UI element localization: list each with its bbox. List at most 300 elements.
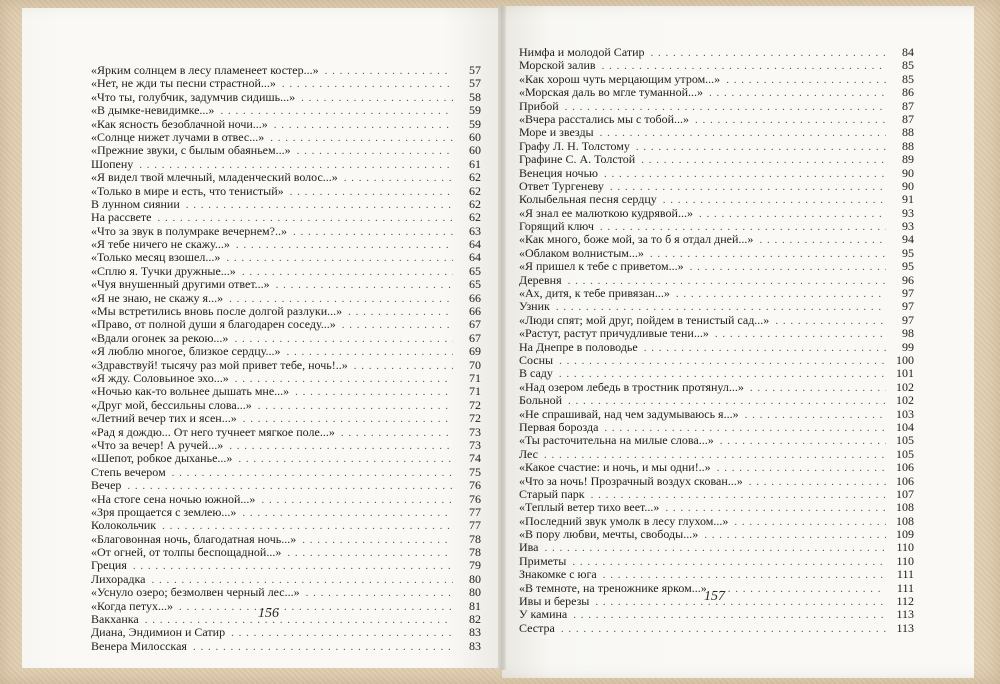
toc-entry — [519, 448, 914, 461]
toc-entry-page: 70 — [469, 357, 481, 372]
toc-leader-dots — [301, 92, 453, 105]
toc-entry-page: 95 — [902, 259, 914, 274]
toc-entry — [91, 238, 481, 251]
toc-entry — [519, 501, 914, 514]
toc-entry-page: 85 — [902, 58, 914, 73]
toc-entry-page: 88 — [902, 125, 914, 140]
toc-entry-page: 87 — [902, 98, 914, 113]
toc-entry-title: Прибой — [519, 98, 559, 113]
toc-entry-title: «Что ты, голубчик, задумчив сидишь...» — [91, 89, 296, 104]
toc-entry-page: 99 — [902, 339, 914, 354]
toc-leader-dots — [193, 641, 453, 654]
toc-entry-page: 89 — [902, 152, 914, 167]
toc-entry — [91, 211, 481, 224]
toc-leader-dots — [344, 172, 453, 185]
toc-leader-dots — [663, 194, 886, 207]
toc-entry — [519, 260, 914, 273]
toc-leader-dots — [287, 547, 453, 560]
toc-entry-page: 57 — [469, 63, 481, 77]
toc-leader-dots — [295, 386, 453, 399]
toc-leader-dots — [133, 560, 453, 573]
toc-entry — [519, 46, 914, 59]
toc-entry — [519, 140, 914, 153]
toc-entry-page: 106 — [896, 473, 914, 488]
toc-leader-dots — [750, 382, 886, 395]
toc-leader-dots — [734, 516, 886, 529]
toc-leader-dots — [709, 87, 886, 100]
toc-entry — [519, 608, 914, 621]
toc-entry — [91, 345, 481, 358]
toc-entry-title: «Что за звук в полумраке вечернем?..» — [91, 223, 287, 238]
toc-leader-dots — [238, 453, 453, 466]
toc-leader-dots — [236, 239, 453, 252]
toc-entry — [519, 233, 914, 246]
toc-leader-dots — [604, 168, 886, 181]
toc-entry-title: Деревня — [519, 272, 562, 287]
toc-entry — [91, 91, 481, 104]
toc-entry-page: 72 — [469, 411, 481, 426]
toc-entry-title: «Вчера расстались мы с тобой...» — [519, 111, 689, 126]
toc-entry — [91, 546, 481, 559]
right-page-number: 157 — [704, 589, 725, 604]
toc-entry-title: Вечер — [91, 478, 122, 493]
toc-entry-page: 62 — [469, 170, 481, 185]
toc-entry — [519, 381, 914, 394]
toc-entry-page: 93 — [902, 219, 914, 234]
toc-entry — [91, 64, 481, 77]
toc-leader-dots — [545, 542, 887, 555]
toc-entry — [519, 327, 914, 340]
toc-leader-dots — [302, 534, 453, 547]
toc-leader-dots — [704, 529, 886, 542]
toc-entry-title: Море и звезды — [519, 125, 594, 140]
toc-entry-title: В саду — [519, 366, 553, 381]
toc-entry-title: Первая борозда — [519, 419, 599, 434]
toc-entry — [91, 640, 481, 653]
toc-entry-page: 100 — [896, 352, 914, 367]
right-page — [502, 6, 974, 678]
toc-entry — [91, 519, 481, 532]
toc-entry — [519, 247, 914, 260]
toc-entry-title: «Что за вечер! А ручей...» — [91, 437, 224, 452]
toc-entry-page: 111 — [896, 567, 914, 582]
toc-entry-title: «Не спрашивай, над чем задумываюсь я...» — [519, 406, 739, 421]
toc-entry-title: «Ах, дитя, к тебе привязан...» — [519, 286, 670, 301]
toc-leader-dots — [726, 74, 886, 87]
toc-leader-dots — [713, 583, 886, 596]
toc-entry-title: «Как много, боже мой, за то б я отдал дней...» — [519, 232, 754, 247]
right-toc-list — [519, 46, 914, 635]
toc-entry-title: «Какое счастие: и ночь, и мы одни!..» — [519, 460, 711, 475]
toc-entry — [91, 359, 481, 372]
toc-entry-page: 58 — [469, 89, 481, 104]
toc-entry — [519, 287, 914, 300]
toc-entry-title: «Я пришел к тебе с приветом...» — [519, 259, 684, 274]
toc-entry-title: Горящий ключ — [519, 219, 594, 234]
toc-entry-title: «Растут, растут причудливые тени...» — [519, 326, 709, 341]
toc-entry — [91, 198, 481, 211]
left-toc-list — [91, 64, 481, 653]
toc-entry — [91, 118, 481, 131]
toc-entry-title: «Только месяц взошел...» — [91, 250, 221, 265]
toc-leader-dots — [715, 328, 886, 341]
toc-entry — [519, 528, 914, 541]
toc-entry — [91, 559, 481, 572]
toc-entry-title: «От огней, от толпы беспощадной...» — [91, 545, 282, 560]
toc-entry-title: Лес — [519, 446, 539, 461]
toc-entry — [519, 207, 914, 220]
toc-entry-page: 66 — [469, 304, 481, 319]
toc-entry-title: «В темноте, на треножнике ярком...» — [519, 580, 707, 595]
toc-entry — [91, 426, 481, 439]
toc-entry-page: 80 — [469, 585, 481, 600]
toc-leader-dots — [290, 186, 453, 199]
toc-entry-page: 67 — [469, 330, 481, 345]
toc-entry-title: «Летний вечер тих и ясен...» — [91, 411, 237, 426]
toc-entry-title: «Когда петух...» — [91, 598, 173, 613]
toc-entry-page: 82 — [469, 612, 481, 627]
toc-entry — [91, 573, 481, 586]
toc-entry-page: 87 — [902, 111, 914, 126]
toc-entry-page: 85 — [902, 71, 914, 86]
toc-entry-title: «Я не знаю, не скажу я...» — [91, 290, 224, 305]
toc-entry-page: 105 — [896, 446, 914, 461]
toc-entry — [519, 568, 914, 581]
toc-entry — [91, 318, 481, 331]
toc-entry-page: 73 — [469, 437, 481, 452]
toc-entry-title: «Я знал ее малюткою кудрявой...» — [519, 205, 693, 220]
toc-leader-dots — [242, 266, 453, 279]
toc-leader-dots — [636, 141, 886, 154]
toc-leader-dots — [650, 248, 886, 261]
toc-entry-page: 71 — [469, 384, 481, 399]
toc-entry — [91, 439, 481, 452]
toc-leader-dots — [306, 587, 453, 600]
toc-leader-dots — [186, 199, 453, 212]
toc-entry-page: 90 — [902, 165, 914, 180]
toc-entry-title: Диана, Эндимион и Сатир — [91, 625, 226, 640]
toc-entry — [91, 265, 481, 278]
toc-entry-page: 86 — [902, 85, 914, 100]
toc-entry — [91, 399, 481, 412]
toc-entry — [91, 372, 481, 385]
toc-entry-title: В лунном сиянии — [91, 196, 180, 211]
toc-entry-title: Сосны — [519, 352, 554, 367]
toc-entry-page: 106 — [896, 460, 914, 475]
toc-entry-title: «Зря прощается с землею...» — [91, 504, 237, 519]
toc-entry-page: 69 — [469, 344, 481, 359]
toc-entry-page: 105 — [896, 433, 914, 448]
toc-entry — [519, 274, 914, 287]
toc-entry-title: «Только в мире и есть, что тенистый» — [91, 183, 284, 198]
toc-entry-title: На рассвете — [91, 210, 152, 225]
toc-leader-dots — [573, 609, 886, 622]
toc-entry — [91, 77, 481, 90]
toc-leader-dots — [282, 78, 453, 91]
toc-leader-dots — [258, 400, 453, 413]
toc-entry-title: «Облаком волнистым...» — [519, 245, 644, 260]
toc-leader-dots — [745, 409, 886, 422]
toc-entry-title: «Нет, не жди ты песни страстной...» — [91, 76, 276, 91]
toc-entry — [519, 354, 914, 367]
toc-entry-title: Ответ Тургеневу — [519, 178, 604, 193]
toc-entry — [91, 586, 481, 599]
toc-entry-page: 84 — [902, 45, 914, 59]
toc-entry — [91, 144, 481, 157]
toc-entry — [519, 314, 914, 327]
toc-entry — [519, 488, 914, 501]
toc-leader-dots — [341, 427, 453, 440]
toc-entry-title: Знакомке с юга — [519, 567, 597, 582]
toc-entry-page: 111 — [896, 580, 914, 595]
toc-entry-page: 64 — [469, 237, 481, 252]
toc-leader-dots — [595, 596, 886, 609]
toc-leader-dots — [293, 226, 453, 239]
toc-entry-page: 90 — [902, 178, 914, 193]
toc-entry-title: Колокольчик — [91, 518, 157, 533]
toc-entry-title: «Я тебе ничего не скажу...» — [91, 237, 230, 252]
toc-entry — [519, 300, 914, 313]
toc-leader-dots — [600, 127, 886, 140]
toc-entry-title: «Друг мой, бессильны слова...» — [91, 397, 252, 412]
toc-entry-page: 94 — [902, 232, 914, 247]
toc-entry — [519, 180, 914, 193]
toc-entry — [519, 408, 914, 421]
toc-leader-dots — [699, 208, 886, 221]
toc-entry-page: 108 — [896, 513, 914, 528]
toc-entry — [91, 278, 481, 291]
toc-entry — [519, 193, 914, 206]
toc-entry-title: Сестра — [519, 620, 555, 635]
toc-leader-dots — [242, 507, 453, 520]
toc-entry-title: «Уснуло озеро; безмолвен черный лес...» — [91, 585, 300, 600]
toc-leader-dots — [690, 261, 886, 274]
toc-leader-dots — [720, 435, 886, 448]
toc-entry-title: «Я жду. Соловьиное эхо...» — [91, 370, 229, 385]
toc-entry-page: 72 — [469, 397, 481, 412]
toc-entry-title: «Как хорош чуть мерцающим утром...» — [519, 71, 721, 86]
toc-entry-title: «Я видел твой млечный, младенческий волос...» — [91, 170, 338, 185]
toc-entry-page: 109 — [896, 527, 914, 542]
toc-entry-title: У камина — [519, 607, 568, 622]
toc-entry-title: «Мы встретились вновь после долгой разлуки...» — [91, 304, 343, 319]
toc-entry-page: 91 — [902, 192, 914, 207]
toc-entry — [519, 515, 914, 528]
toc-entry — [519, 555, 914, 568]
toc-leader-dots — [348, 306, 453, 319]
toc-entry — [519, 126, 914, 139]
left-page — [22, 8, 502, 668]
toc-entry-page: 98 — [902, 326, 914, 341]
toc-leader-dots — [695, 114, 886, 127]
toc-entry-page: 76 — [469, 478, 481, 493]
toc-entry-title: «Солнце нижет лучами в отвес...» — [91, 129, 265, 144]
toc-leader-dots — [676, 288, 886, 301]
toc-leader-dots — [172, 467, 453, 480]
toc-entry — [519, 475, 914, 488]
toc-entry-page: 62 — [469, 210, 481, 225]
toc-entry-title: «Теплый ветер тихо веет...» — [519, 500, 660, 515]
toc-entry-page: 97 — [902, 312, 914, 327]
toc-entry-title: «Право, от полной души я благодарен соседу...» — [91, 317, 336, 332]
toc-entry — [519, 167, 914, 180]
toc-entry-title: «Благовонная ночь, благодатная ночь...» — [91, 531, 297, 546]
toc-entry-title: Узник — [519, 299, 550, 314]
toc-entry-page: 107 — [896, 486, 914, 501]
toc-entry-page: 81 — [469, 598, 481, 613]
toc-leader-dots — [749, 476, 886, 489]
toc-entry — [91, 626, 481, 639]
toc-entry-page: 62 — [469, 183, 481, 198]
toc-entry-page: 73 — [469, 424, 481, 439]
toc-entry-page: 101 — [896, 366, 914, 381]
toc-entry-page: 110 — [896, 540, 914, 555]
toc-entry — [519, 113, 914, 126]
toc-leader-dots — [297, 145, 453, 158]
toc-entry-title: «Над озером лебедь в тростник протянул...» — [519, 379, 744, 394]
toc-entry-title: На Днепре в половодье — [519, 339, 638, 354]
toc-entry-title: Ива — [519, 540, 539, 555]
toc-entry-page: 104 — [896, 419, 914, 434]
toc-entry-page: 64 — [469, 250, 481, 265]
toc-entry-page: 76 — [469, 491, 481, 506]
toc-entry-page: 75 — [469, 464, 481, 479]
toc-entry-page: 103 — [896, 406, 914, 421]
toc-entry — [91, 479, 481, 492]
toc-leader-dots — [179, 601, 453, 614]
toc-entry-title: Шопену — [91, 156, 134, 171]
toc-entry-title: «Морская даль во мгле туманной...» — [519, 85, 704, 100]
toc-entry-title: «Последний звук умолк в лесу глухом...» — [519, 513, 729, 528]
toc-entry-title: Графу Л. Н. Толстому — [519, 138, 630, 153]
toc-entry — [91, 385, 481, 398]
toc-entry-title: «Ночью как-то вольнее дышать мне...» — [91, 384, 290, 399]
toc-entry — [519, 461, 914, 474]
toc-entry — [91, 493, 481, 506]
toc-entry-title: Лихорадка — [91, 571, 146, 586]
toc-entry-title: Вакханка — [91, 612, 139, 627]
toc-entry-page: 61 — [469, 156, 481, 171]
toc-entry-title: «Ярким солнцем в лесу пламенеет костер...» — [91, 63, 319, 77]
toc-entry-title: Степь вечером — [91, 464, 166, 479]
toc-entry — [519, 541, 914, 554]
toc-entry-title: Колыбельная песня сердцу — [519, 192, 657, 207]
toc-leader-dots — [561, 623, 886, 636]
toc-entry-page: 95 — [902, 245, 914, 260]
toc-entry — [519, 434, 914, 447]
toc-entry — [519, 394, 914, 407]
toc-entry-page: 78 — [469, 531, 481, 546]
toc-entry-page: 97 — [902, 286, 914, 301]
toc-entry — [519, 73, 914, 86]
toc-leader-dots — [354, 360, 453, 373]
toc-entry-title: «В дымке-невидимке...» — [91, 103, 215, 118]
toc-entry-page: 66 — [469, 290, 481, 305]
toc-entry — [91, 185, 481, 198]
toc-leader-dots — [270, 132, 453, 145]
toc-entry-page: 80 — [469, 571, 481, 586]
toc-leader-dots — [261, 494, 453, 507]
toc-entry-page: 74 — [469, 451, 481, 466]
toc-entry-title: «Люди спят; мой друг, пойдем в тенистый сад...» — [519, 312, 770, 327]
toc-entry — [91, 158, 481, 171]
toc-entry-page: 59 — [469, 103, 481, 118]
toc-entry-title: «Что за ночь! Прозрачный воздух скован...» — [519, 473, 743, 488]
toc-entry-page: 60 — [469, 129, 481, 144]
toc-entry-page: 59 — [469, 116, 481, 131]
toc-entry-page: 63 — [469, 223, 481, 238]
toc-entry-page: 96 — [902, 272, 914, 287]
toc-entry-title: «Я люблю многое, близкое сердцу...» — [91, 344, 281, 359]
toc-entry-page: 60 — [469, 143, 481, 158]
toc-entry — [91, 225, 481, 238]
toc-entry-page: 77 — [469, 504, 481, 519]
toc-leader-dots — [641, 154, 886, 167]
toc-leader-dots — [651, 47, 887, 60]
toc-entry-title: «Прежние звуки, с былым обаяньем...» — [91, 143, 291, 158]
toc-entry-title: Нимфа и молодой Сатир — [519, 45, 645, 59]
toc-entry-title: Венеция ночью — [519, 165, 599, 180]
toc-entry-page: 65 — [469, 277, 481, 292]
toc-entry-title: «На стоге сена ночью южной...» — [91, 491, 256, 506]
toc-entry — [91, 305, 481, 318]
toc-entry-page: 108 — [896, 500, 914, 515]
toc-entry — [519, 86, 914, 99]
toc-entry-title: «Чуя внушенный другими ответ...» — [91, 277, 270, 292]
toc-entry-page: 79 — [469, 558, 481, 573]
toc-entry — [519, 59, 914, 72]
left-page-number: 156 — [258, 606, 279, 621]
toc-entry-title: «Рад я дождю... От него тучнеет мягкое поле...» — [91, 424, 335, 439]
toc-entry — [91, 332, 481, 345]
toc-leader-dots — [644, 342, 886, 355]
toc-entry-page: 102 — [896, 379, 914, 394]
toc-entry — [91, 292, 481, 305]
toc-entry-title: Венера Милосская — [91, 638, 187, 653]
book-spine-gutter — [498, 6, 506, 670]
toc-entry-title: Приметы — [519, 553, 567, 568]
toc-entry-page: 71 — [469, 370, 481, 385]
toc-entry-title: «Шепот, робкое дыханье...» — [91, 451, 233, 466]
toc-entry-page: 97 — [902, 299, 914, 314]
toc-entry — [91, 600, 481, 613]
toc-entry-page: 93 — [902, 205, 914, 220]
toc-entry — [519, 341, 914, 354]
toc-entry — [519, 421, 914, 434]
toc-entry-page: 65 — [469, 263, 481, 278]
toc-entry — [91, 533, 481, 546]
toc-entry-page: 78 — [469, 545, 481, 560]
toc-leader-dots — [572, 556, 886, 569]
toc-entry-page: 67 — [469, 317, 481, 332]
toc-entry — [519, 153, 914, 166]
toc-entry-title: «Как ясность безоблачной ночи...» — [91, 116, 268, 131]
toc-entry-page: 112 — [896, 594, 914, 609]
toc-entry-page: 62 — [469, 196, 481, 211]
toc-entry-title: Ивы и березы — [519, 594, 590, 609]
toc-entry-page: 113 — [896, 607, 914, 622]
toc-leader-dots — [231, 627, 453, 640]
toc-leader-dots — [276, 279, 453, 292]
toc-entry-title: «Сплю я. Тучки дружные...» — [91, 263, 236, 278]
toc-leader-dots — [274, 119, 453, 132]
toc-entry — [519, 622, 914, 635]
toc-leader-dots — [226, 252, 453, 265]
toc-entry-title: Морской залив — [519, 58, 596, 73]
toc-entry — [519, 367, 914, 380]
toc-leader-dots — [342, 319, 453, 332]
toc-leader-dots — [325, 65, 453, 78]
